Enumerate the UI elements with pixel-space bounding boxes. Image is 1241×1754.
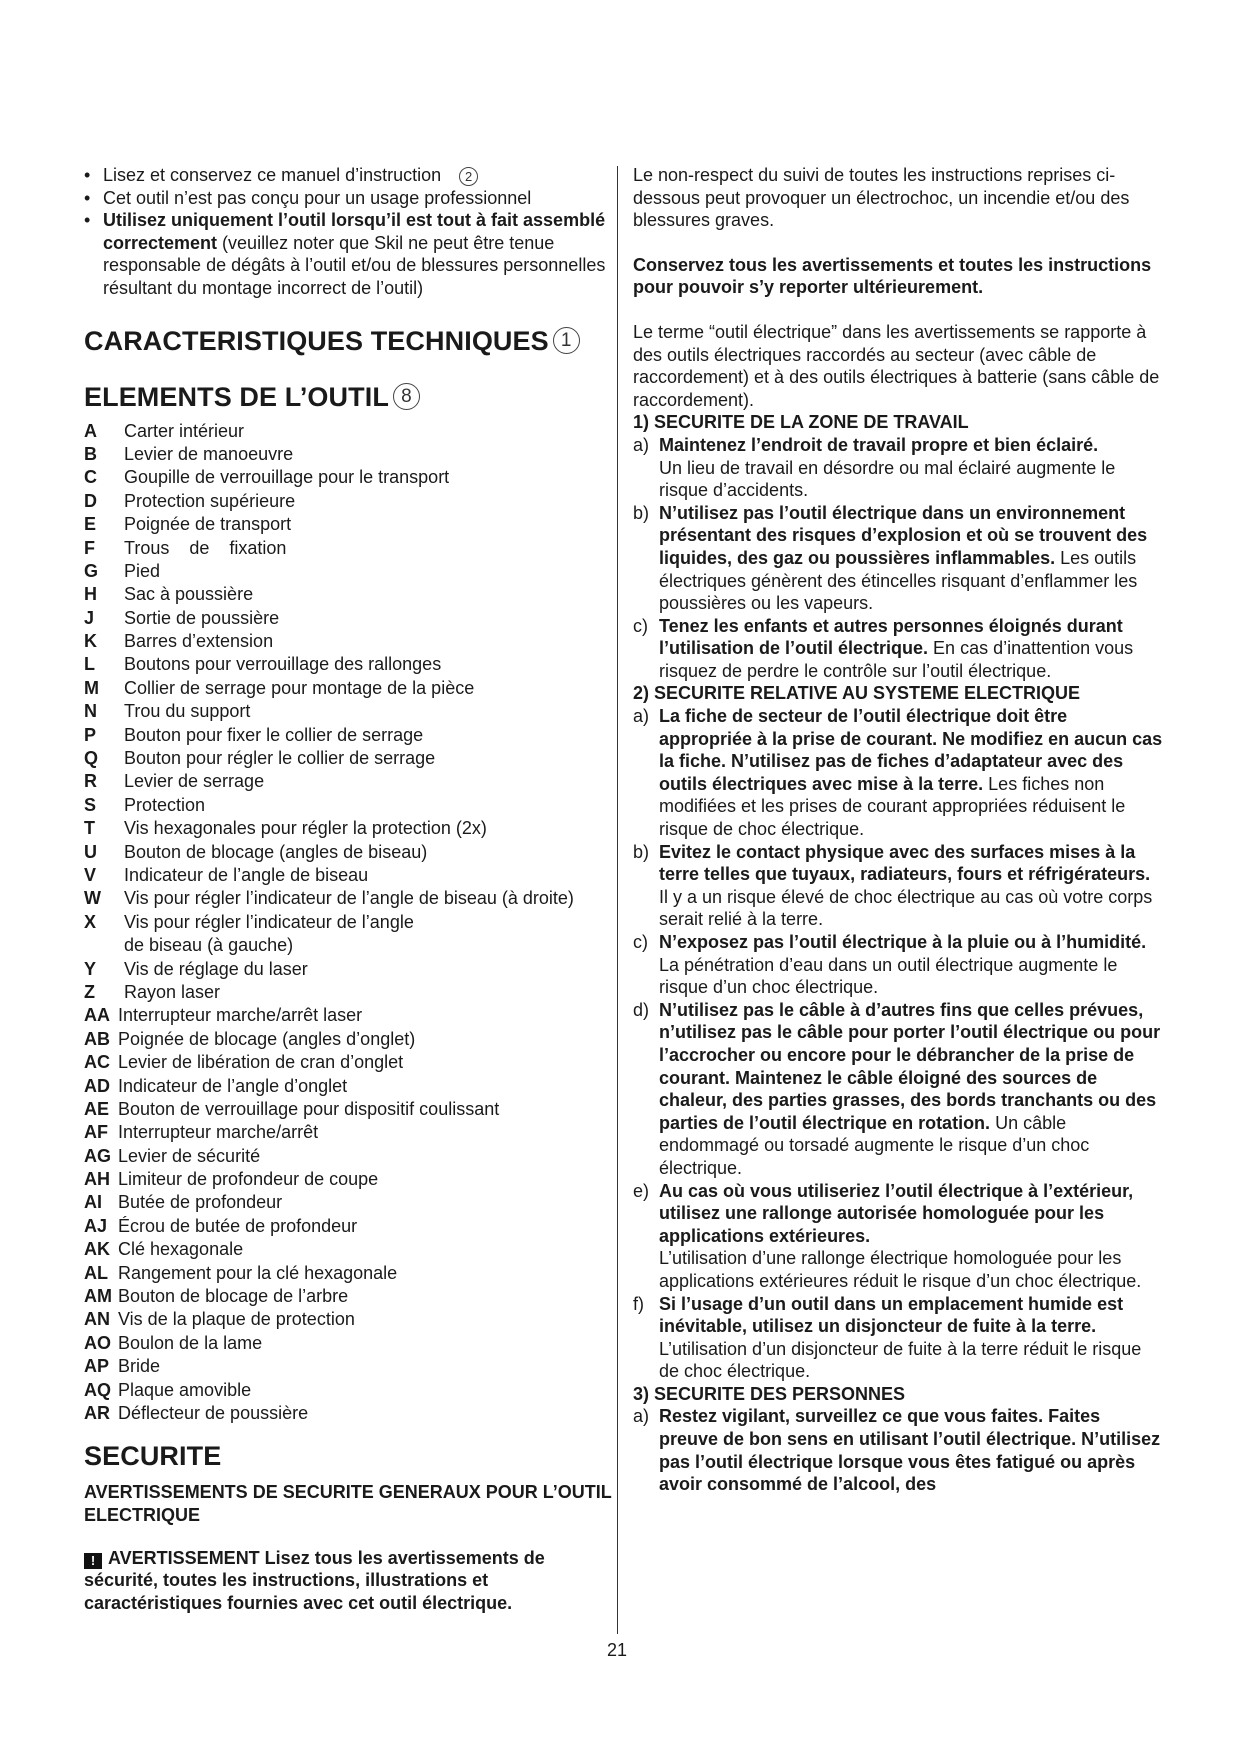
part-code: W — [84, 888, 101, 909]
part-row — [84, 1355, 614, 1378]
part-row — [84, 560, 614, 583]
part-code: AL — [84, 1262, 108, 1283]
column-divider — [617, 166, 618, 1634]
part-code: AH — [84, 1169, 110, 1190]
part-name: Bouton de blocage de l’arbre — [118, 1286, 349, 1307]
part-code: H — [84, 584, 97, 605]
figure-ref-badge: 1 — [553, 327, 580, 354]
part-code: U — [84, 841, 97, 862]
part-code: AJ — [84, 1215, 108, 1236]
intro-item: • Utilisez uniquement l’outil lorsqu’il est tout à fait assemblé correctement (veuillez noter que Skil ne peut être tenue responsable de dégâts à l’outil et/ou de blessures personnelles résultant du montage incorrect de l’outil) — [84, 209, 614, 299]
part-name: Indicateur de l’angle d’onglet — [118, 1075, 348, 1096]
part-row — [84, 1285, 614, 1308]
safety-item-explanation: Un câble endommagé ou torsadé augmente le risque d’un choc électrique. — [659, 1112, 1090, 1178]
safety-item-explanation: Un lieu de travail en désordre ou mal éclairé augmente le risque d’accidents. — [659, 457, 1116, 501]
part-row — [84, 817, 614, 840]
part-row — [84, 513, 614, 536]
part-row — [84, 1238, 614, 1261]
safety-item-label: e) — [633, 1180, 650, 1201]
part-code: Y — [84, 958, 97, 979]
part-code: X — [84, 911, 97, 932]
part-code: V — [84, 864, 97, 885]
part-row — [84, 1098, 614, 1121]
safety-item-label: b) — [633, 841, 650, 862]
part-row — [84, 466, 614, 489]
part-name: Déflecteur de poussière — [118, 1402, 309, 1423]
part-name: Collier de serrage pour montage de la pièce — [124, 677, 475, 698]
part-name: Boulon de la lame — [118, 1332, 263, 1353]
part-name: Bouton pour fixer le collier de serrage — [124, 724, 424, 745]
part-code: T — [84, 818, 95, 839]
part-name: Levier de sécurité — [118, 1145, 261, 1166]
part-row — [84, 1168, 614, 1191]
safety-item-rule: Maintenez l’endroit de travail propre et bien éclairé. — [659, 434, 1099, 455]
part-name: Protection supérieure — [124, 490, 296, 511]
part-row — [84, 1004, 614, 1027]
intro-list — [84, 164, 614, 300]
safety-item-explanation: L’utilisation d’un disjoncteur de fuite à la terre réduit le risque de choc électrique. — [659, 1338, 1142, 1382]
safety-item — [633, 615, 1163, 683]
safety-item-explanation: Il y a un risque élevé de choc électrique au cas où votre corps serait relié à la terre. — [659, 886, 1153, 930]
safety-heading: SECURITE — [84, 1441, 222, 1472]
safety-item-label: c) — [633, 932, 648, 952]
part-name: Poignée de transport — [124, 514, 292, 535]
part-row — [84, 770, 614, 793]
part-code: G — [84, 560, 99, 581]
part-name: Limiteur de profondeur de coupe — [118, 1169, 379, 1190]
part-row — [84, 607, 614, 630]
part-name: Vis hexagonales pour régler la protection (2x) — [124, 818, 487, 839]
part-code: AO — [84, 1332, 111, 1353]
part-row — [84, 1332, 614, 1355]
part-name: Butée de profondeur — [118, 1192, 283, 1213]
part-row — [84, 724, 614, 747]
part-row — [84, 583, 614, 606]
part-code: AM — [84, 1286, 112, 1307]
part-code: E — [84, 514, 97, 535]
part-code: Z — [84, 981, 95, 1002]
part-name: Écrou de butée de profondeur — [118, 1215, 358, 1236]
safety-item-rule: Si l’usage d’un outil dans un emplacement humide est inévitable, utilisez un disjoncteur de fuite à la terre. — [659, 1293, 1124, 1337]
safety-item — [633, 1293, 1163, 1383]
part-name: Vis de réglage du laser — [124, 958, 308, 979]
safety-item-rule: Evitez le contact physique avec des surfaces mises à la terre telles que tuyaux, radiateurs, fours et réfrigérateurs. — [659, 841, 1151, 885]
part-name: Levier de manoeuvre — [124, 443, 294, 464]
part-name: Bouton de blocage (angles de biseau) — [124, 841, 428, 862]
part-name: Poignée de blocage (angles d’onglet) — [118, 1028, 416, 1049]
safety-item — [633, 705, 1163, 841]
part-row — [84, 911, 614, 934]
part-code: AB — [84, 1028, 110, 1049]
safety-item — [633, 841, 1163, 931]
part-code: C — [84, 467, 97, 488]
part-name: Goupille de verrouillage pour le transport — [124, 467, 450, 488]
part-row — [84, 1075, 614, 1098]
left-column — [84, 164, 614, 1614]
part-name: Plaque amovible — [118, 1379, 252, 1400]
part-code: M — [84, 677, 99, 698]
part-name: Indicateur de l’angle de biseau — [124, 864, 369, 885]
safety-item-explanation: En cas d’inattention vous risquez de perdre le contrôle sur l’outil électrique. — [659, 638, 1134, 681]
part-row — [84, 1308, 614, 1331]
safety-item-explanation: Les outils électriques génèrent des étincelles risquant d’enflammer les poussières ou les vapeurs. — [659, 547, 1138, 614]
part-code: AN — [84, 1309, 110, 1330]
part-row — [84, 1262, 614, 1285]
part-name: Vis pour régler l’indicateur de l’angle — [124, 911, 414, 932]
part-name: Levier de libération de cran d’onglet — [118, 1052, 404, 1073]
safety-item-explanation: Les fiches non modifiées et les prises de courant appropriées réduisent le risque de choc électrique. — [659, 773, 1126, 840]
part-code: Q — [84, 748, 99, 769]
part-row — [84, 700, 614, 723]
figure-ref-badge: 8 — [393, 383, 420, 410]
safety-section-heading: 2) SECURITE RELATIVE AU SYSTEME ELECTRIQUE — [633, 683, 1081, 704]
safety-item-rule: N’exposez pas l’outil électrique à la pluie ou à l’humidité. — [659, 932, 1147, 952]
part-row — [84, 653, 614, 676]
part-code: P — [84, 724, 97, 745]
part-code: A — [84, 420, 97, 441]
part-row — [84, 794, 614, 817]
safety-sections — [633, 411, 1163, 1496]
safety-item — [633, 999, 1163, 1180]
part-code: F — [84, 537, 95, 558]
safety-section-heading: 1) SECURITE DE LA ZONE DE TRAVAIL — [633, 412, 969, 433]
safety-item-label: f) — [633, 1293, 644, 1314]
part-code: AR — [84, 1402, 110, 1423]
part-code: AK — [84, 1239, 110, 1260]
part-name: Sac à poussière — [124, 584, 254, 605]
safety-item-label: a) — [633, 434, 650, 455]
part-name: Rayon laser — [124, 981, 221, 1002]
part-row — [84, 443, 614, 466]
part-code: D — [84, 490, 97, 511]
part-row — [84, 841, 614, 864]
part-name: Bouton pour régler le collier de serrage — [124, 748, 436, 769]
safety-item — [633, 931, 1163, 999]
part-row — [84, 490, 614, 513]
definition-paragraph: Le terme “outil électrique” dans les avertissements se rapporte à des outils électriques raccordés au secteur (avec câble de raccordement) et à des outils électriques à batterie (sans câble de raccordement). — [633, 321, 1160, 410]
safety-item — [633, 434, 1163, 502]
part-name: Levier de serrage — [124, 771, 265, 792]
safety-item — [633, 502, 1163, 615]
part-row — [84, 1145, 614, 1168]
part-code: AG — [84, 1145, 111, 1166]
safety-item — [633, 1180, 1163, 1293]
figure-ref-badge: 2 — [459, 167, 478, 186]
part-code: J — [84, 607, 95, 628]
part-row — [84, 1121, 614, 1144]
part-name: Pied — [124, 560, 161, 581]
part-row — [84, 630, 614, 653]
part-row — [84, 981, 614, 1004]
part-name: Protection — [124, 794, 206, 815]
part-name: Interrupteur marche/arrêt — [118, 1122, 319, 1143]
part-name: Trou du support — [124, 701, 251, 722]
part-name-continued: de biseau (à gauche) — [124, 935, 294, 956]
part-code: AP — [84, 1356, 110, 1377]
safety-item-rule: N’utilisez pas l’outil électrique dans un environnement présentant des risques d’explosion et où se trouvent des liquides, des gaz ou poussières inflammables. — [659, 502, 1148, 568]
part-code: S — [84, 794, 97, 815]
intro-paragraph: Le non-respect du suivi de toutes les instructions reprises ci-dessous peut provoquer un électrochoc, un incendie et/ou des blessures graves. — [633, 165, 1130, 231]
part-name: Bouton de verrouillage pour dispositif coulissant — [118, 1098, 500, 1119]
safety-item-label: a) — [633, 1406, 650, 1427]
part-row — [84, 420, 614, 443]
right-column — [633, 164, 1163, 1496]
safety-item-rule: La fiche de secteur de l’outil électrique doit être appropriée à la prise de courant. Ne modifiez en aucun cas la fiche. N’utilisez pas de fiches d’adaptateur avec des outils électriques avec mise à la terre. — [659, 706, 1163, 794]
safety-item-rule: N’utilisez pas le câble à d’autres fins que celles prévues, n’utilisez pas le câble pour porter l’outil électrique ou pour l’accrocher ou encore pour le débrancher de la prise de courant. Maintenez le câble éloigné des sources de chaleur, des parties grasses, des bords tranchants ou des parties de l’outil électrique en rotation. — [659, 999, 1161, 1133]
safety-item — [633, 1405, 1163, 1495]
safety-item-label: a) — [633, 706, 650, 727]
part-code: AQ — [84, 1379, 111, 1400]
part-code: AA — [84, 1005, 110, 1026]
part-code: R — [84, 771, 97, 792]
safety-section-heading: 3) SECURITE DES PERSONNES — [633, 1383, 906, 1404]
part-name: Bride — [118, 1356, 161, 1377]
part-row — [84, 1379, 614, 1402]
part-code: AE — [84, 1098, 110, 1119]
safety-item-label: d) — [633, 999, 650, 1020]
part-row — [84, 1028, 614, 1051]
part-row — [84, 1402, 614, 1425]
part-row — [84, 1191, 614, 1214]
part-row — [84, 958, 614, 981]
safety-item-rule: Restez vigilant, surveillez ce que vous faites. Faites preuve de bon sens en utilisant l’outil électrique. N’utilisez pas l’outil électrique lorsque vous êtes fatigué ou après avoir consommé de l’alcool, des — [659, 1406, 1161, 1495]
part-code: L — [84, 654, 95, 675]
part-row — [84, 1215, 614, 1238]
intro-item: • Cet outil n’est pas conçu pour un usage professionnel — [84, 187, 614, 210]
part-name: Carter intérieur — [124, 420, 245, 441]
safety-item-rule: Au cas où vous utiliseriez l’outil électrique à l’extérieur, utilisez une rallonge autorisée homologuée pour les applications extérieures. — [659, 1180, 1134, 1246]
part-name: Barres d’extension — [124, 631, 274, 652]
safety-item-label: b) — [633, 502, 650, 523]
part-code: AF — [84, 1122, 108, 1143]
warning-triangle-icon: ! — [84, 1553, 102, 1569]
part-row — [84, 887, 614, 910]
part-name: Rangement pour la clé hexagonale — [118, 1262, 398, 1283]
part-name: Vis de la plaque de protection — [118, 1309, 355, 1330]
part-row — [84, 747, 614, 770]
part-row — [84, 864, 614, 887]
part-code: B — [84, 443, 97, 464]
safety-subheading: AVERTISSEMENTS DE SECURITE GENERAUX POUR L’OUTIL ELECTRIQUE — [84, 1482, 612, 1525]
part-name: Clé hexagonale — [118, 1239, 244, 1260]
safety-warning: ! AVERTISSEMENT Lisez tous les avertissements de sécurité, toutes les instructions, illustrations et caractéristiques fournies avec cet outil électrique. — [84, 1547, 545, 1613]
safety-item-explanation: La pénétration d’eau dans un outil électrique augmente le risque d’un choc électrique. — [659, 954, 1118, 998]
tool-elements-heading: ELEMENTS DE L’OUTIL 8 — [84, 380, 614, 414]
tech-specs-heading: CARACTERISTIQUES TECHNIQUES 1 — [84, 324, 614, 358]
part-code: AI — [84, 1192, 102, 1213]
safety-item-rule: Tenez les enfants et autres personnes éloignés durant l’utilisation de l’outil électrique. — [659, 615, 1123, 659]
safety-item-label: c) — [633, 615, 648, 636]
intro-item: • Lisez et conservez ce manuel d’instruction 2 — [84, 164, 614, 187]
part-name: Sortie de poussière — [124, 607, 280, 628]
part-name: Vis pour régler l’indicateur de l’angle de biseau (à droite) — [124, 888, 574, 909]
part-name: Boutons pour verrouillage des rallonges — [124, 654, 442, 675]
part-name: Trous de fixation — [124, 537, 287, 558]
part-row — [84, 537, 614, 560]
keep-instructions-paragraph: Conservez tous les avertissements et toutes les instructions pour pouvoir s’y reporter ultérieurement. — [633, 254, 1152, 298]
part-name: Interrupteur marche/arrêt laser — [118, 1005, 363, 1026]
page-number: 21 — [607, 1640, 628, 1660]
part-row — [84, 1051, 614, 1074]
part-code: N — [84, 701, 97, 722]
part-code: AD — [84, 1075, 110, 1096]
parts-list — [84, 420, 614, 1426]
safety-item-explanation: L’utilisation d’une rallonge électrique homologuée pour les applications extérieures réduit le risque d’un choc électrique. — [659, 1248, 1142, 1291]
part-row — [84, 677, 614, 700]
part-code: K — [84, 631, 97, 652]
part-code: AC — [84, 1052, 110, 1073]
